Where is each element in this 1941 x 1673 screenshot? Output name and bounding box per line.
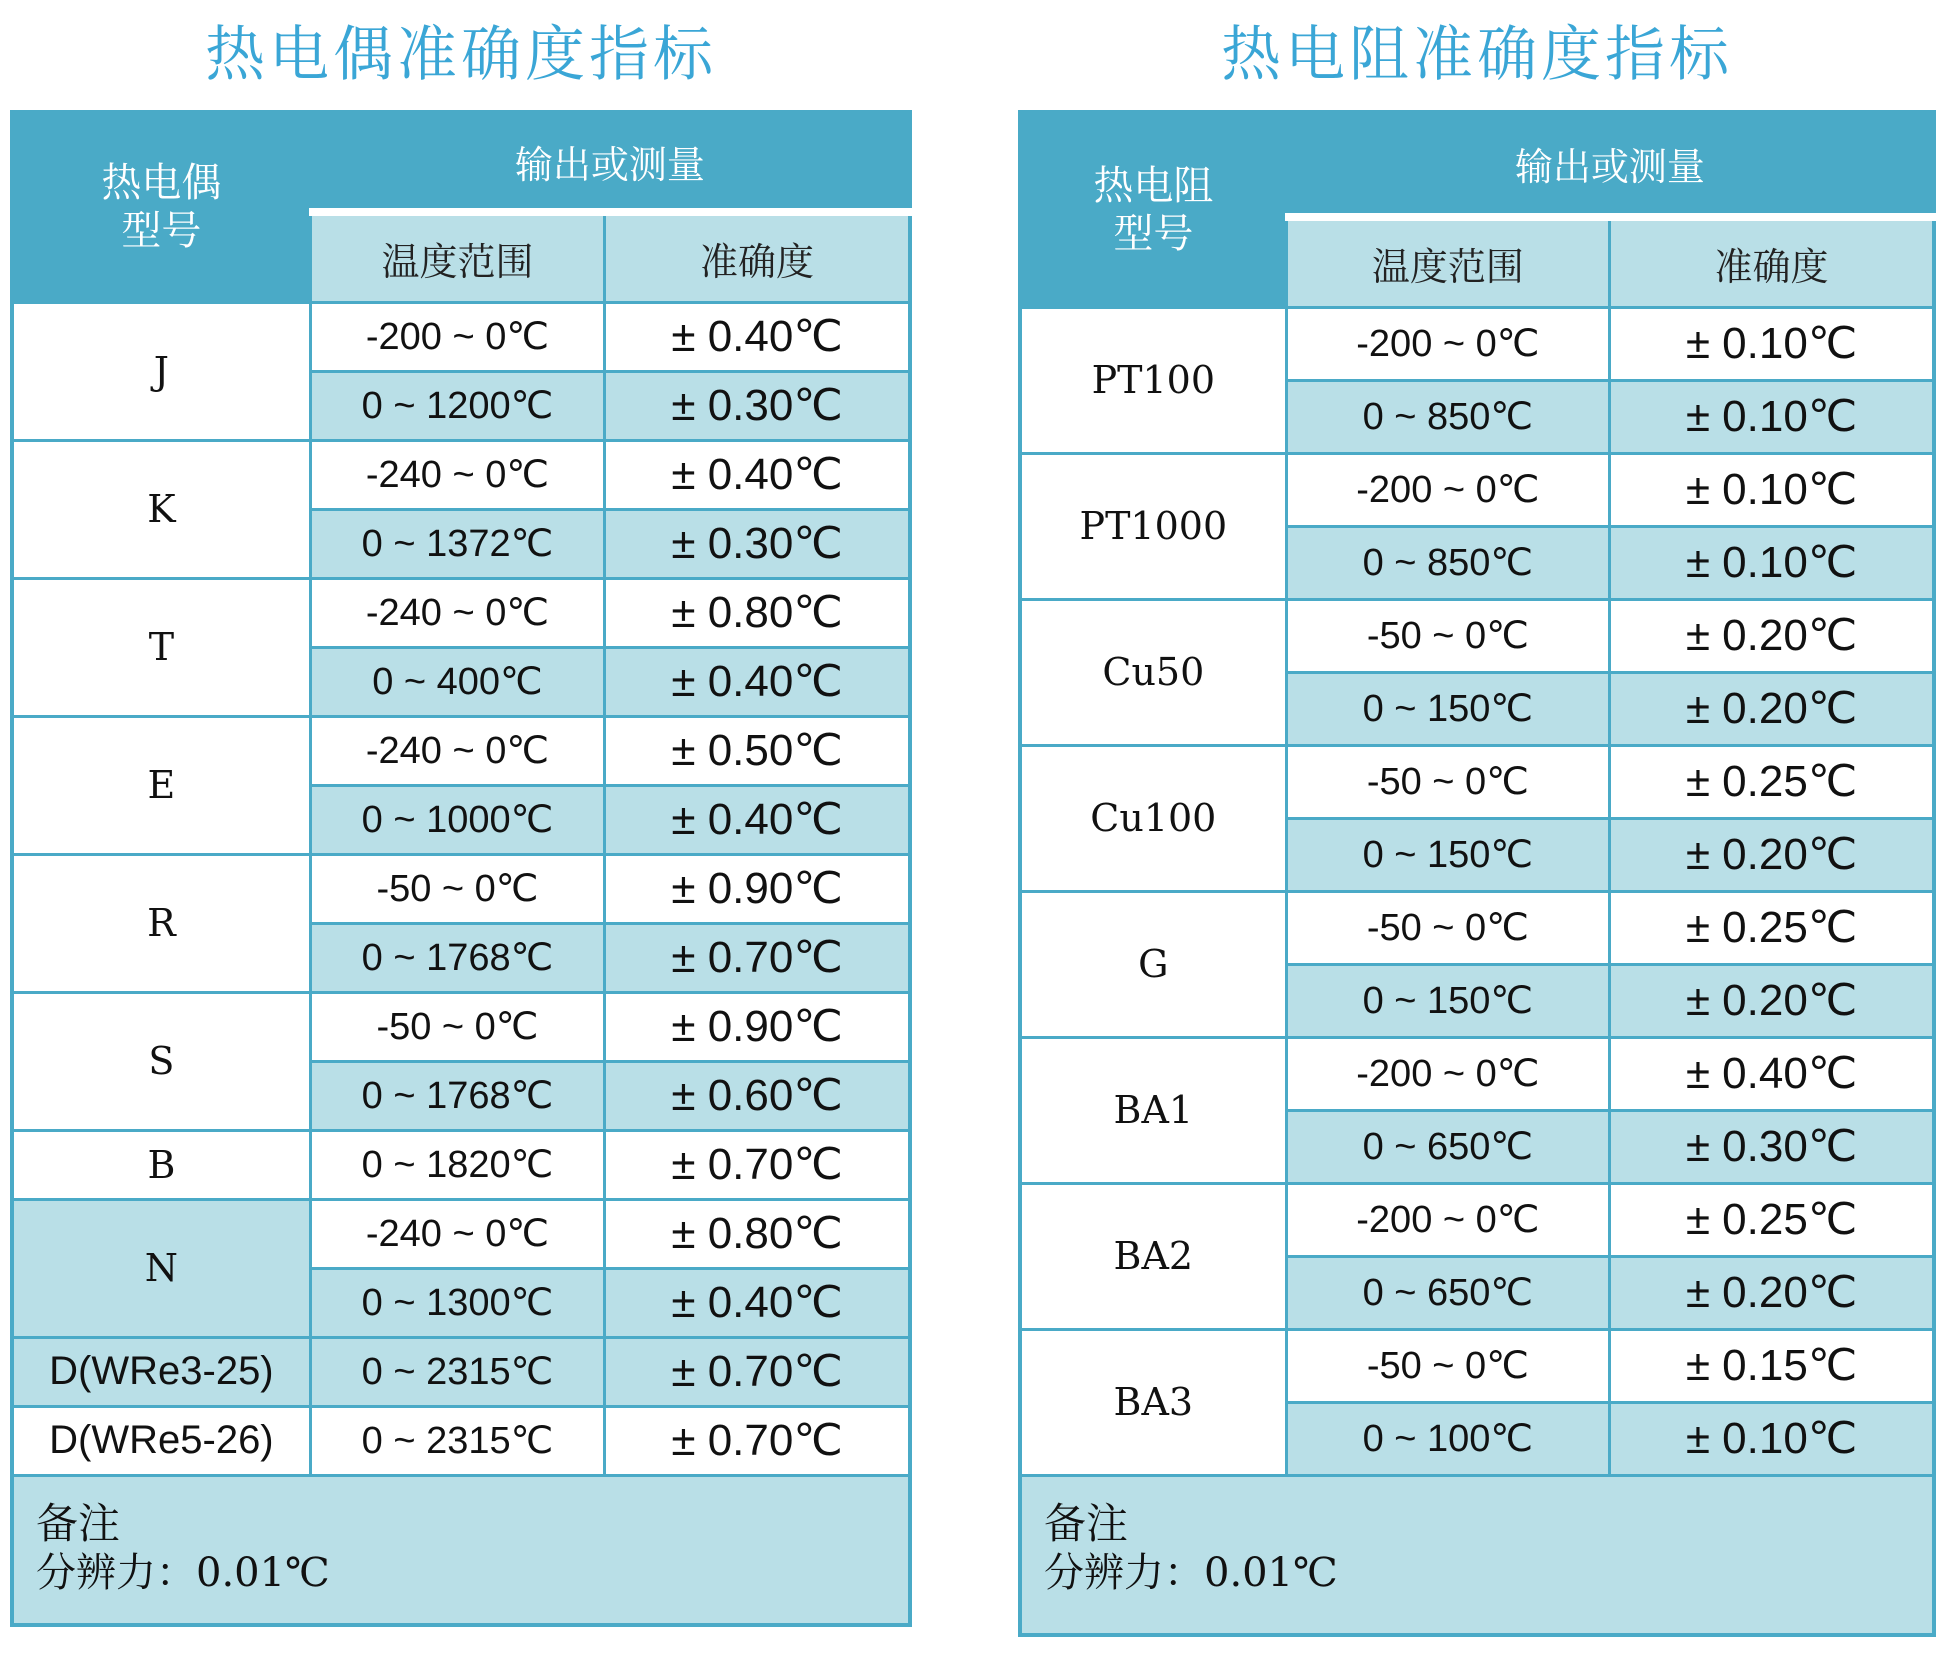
type-cell: D(WRe3-25): [12, 1337, 310, 1406]
table-row: [1020, 1037, 1934, 1110]
accuracy-cell: ± 0.25℃: [1610, 745, 1934, 818]
type-cell: BA3: [1020, 1329, 1286, 1475]
table-row: [12, 1406, 910, 1475]
range-cell: -200 ~ 0℃: [1286, 307, 1609, 380]
table-row: [12, 302, 910, 371]
accuracy-cell: ± 0.20℃: [1610, 818, 1934, 891]
table-row: [1020, 1183, 1934, 1256]
range-cell: -200 ~ 0℃: [1286, 1037, 1609, 1110]
table-row: [12, 992, 910, 1061]
table-row: [1020, 745, 1934, 818]
accuracy-cell: ± 0.60℃: [605, 1061, 910, 1130]
range-cell: -240 ~ 0℃: [310, 1199, 604, 1268]
range-cell: 0 ~ 1000℃: [310, 785, 604, 854]
header-type-line2: 型号: [121, 209, 202, 254]
range-cell: 0 ~ 100℃: [1286, 1402, 1609, 1475]
range-cell: 0 ~ 400℃: [310, 647, 604, 716]
type-cell: D(WRe5-26): [12, 1406, 310, 1475]
range-cell: 0 ~ 1372℃: [310, 509, 604, 578]
accuracy-cell: ± 0.10℃: [1610, 526, 1934, 599]
type-cell: BA2: [1020, 1183, 1286, 1329]
range-cell: -200 ~ 0℃: [1286, 453, 1609, 526]
note-cell: [12, 1475, 910, 1625]
accuracy-cell: ± 0.40℃: [605, 302, 910, 371]
accuracy-cell: ± 0.90℃: [605, 854, 910, 923]
range-cell: 0 ~ 150℃: [1286, 964, 1609, 1037]
thermocouple-table: [10, 110, 912, 1627]
accuracy-cell: ± 0.20℃: [1610, 964, 1934, 1037]
range-cell: 0 ~ 650℃: [1286, 1256, 1609, 1329]
range-cell: 0 ~ 2315℃: [310, 1337, 604, 1406]
accuracy-cell: ± 0.80℃: [605, 1199, 910, 1268]
type-cell: J: [12, 302, 310, 440]
rtd-body: [1020, 307, 1934, 1475]
range-cell: -50 ~ 0℃: [310, 992, 604, 1061]
accuracy-cell: ± 0.25℃: [1610, 1183, 1934, 1256]
table-row: [1020, 453, 1934, 526]
range-cell: 0 ~ 1300℃: [310, 1268, 604, 1337]
header-output: 输出或测量: [1286, 112, 1934, 217]
type-cell: T: [12, 578, 310, 716]
range-cell: 0 ~ 150℃: [1286, 818, 1609, 891]
thermocouple-panel: [10, 0, 912, 1627]
note-cell: [1020, 1475, 1934, 1635]
rtd-table: [1018, 110, 1936, 1637]
accuracy-cell: ± 0.40℃: [1610, 1037, 1934, 1110]
accuracy-cell: ± 0.80℃: [605, 578, 910, 647]
type-cell: S: [12, 992, 310, 1130]
accuracy-cell: ± 0.20℃: [1610, 599, 1934, 672]
header-type-line2: 型号: [1113, 211, 1194, 256]
type-cell: Cu50: [1020, 599, 1286, 745]
type-cell: N: [12, 1199, 310, 1337]
table-row: [1020, 1329, 1934, 1402]
table-row: [12, 716, 910, 785]
range-cell: -200 ~ 0℃: [1286, 1183, 1609, 1256]
range-cell: 0 ~ 1200℃: [310, 371, 604, 440]
range-cell: -50 ~ 0℃: [1286, 1329, 1609, 1402]
type-cell: Cu100: [1020, 745, 1286, 891]
accuracy-cell: ± 0.20℃: [1610, 1256, 1934, 1329]
header-type-line1: 热电偶: [101, 161, 222, 206]
thermocouple-body: [12, 302, 910, 1475]
header-accuracy: 准确度: [605, 212, 910, 302]
type-cell: BA1: [1020, 1037, 1286, 1183]
rtd-title: 热电阻准确度指标: [1221, 20, 1733, 90]
accuracy-cell: ± 0.20℃: [1610, 672, 1934, 745]
header-type: [1020, 112, 1286, 307]
range-cell: 0 ~ 1768℃: [310, 1061, 604, 1130]
range-cell: -240 ~ 0℃: [310, 440, 604, 509]
table-row: [12, 1130, 910, 1199]
accuracy-cell: ± 0.70℃: [605, 1130, 910, 1199]
accuracy-cell: ± 0.70℃: [605, 1337, 910, 1406]
type-cell: K: [12, 440, 310, 578]
accuracy-cell: ± 0.30℃: [605, 371, 910, 440]
accuracy-cell: ± 0.40℃: [605, 1268, 910, 1337]
accuracy-cell: ± 0.30℃: [1610, 1110, 1934, 1183]
range-cell: -50 ~ 0℃: [1286, 891, 1609, 964]
accuracy-cell: ± 0.10℃: [1610, 1402, 1934, 1475]
range-cell: -50 ~ 0℃: [1286, 599, 1609, 672]
rtd-panel: [1018, 0, 1936, 1637]
accuracy-cell: ± 0.25℃: [1610, 891, 1934, 964]
table-row: [1020, 599, 1934, 672]
header-accuracy: 准确度: [1610, 217, 1934, 307]
header-type-line1: 热电阻: [1093, 163, 1214, 208]
range-cell: 0 ~ 850℃: [1286, 380, 1609, 453]
type-cell: R: [12, 854, 310, 992]
accuracy-cell: ± 0.70℃: [605, 1406, 910, 1475]
table-row: [12, 578, 910, 647]
range-cell: 0 ~ 850℃: [1286, 526, 1609, 599]
accuracy-cell: ± 0.50℃: [605, 716, 910, 785]
type-cell: PT100: [1020, 307, 1286, 453]
header-type: [12, 112, 310, 302]
range-cell: 0 ~ 650℃: [1286, 1110, 1609, 1183]
table-row: [1020, 307, 1934, 380]
accuracy-cell: ± 0.40℃: [605, 785, 910, 854]
note-label: 备注: [36, 1499, 121, 1547]
range-cell: -240 ~ 0℃: [310, 716, 604, 785]
range-cell: 0 ~ 1768℃: [310, 923, 604, 992]
accuracy-cell: ± 0.10℃: [1610, 307, 1934, 380]
range-cell: -50 ~ 0℃: [310, 854, 604, 923]
table-row: [12, 440, 910, 509]
note-text: 分辨力：0.01℃: [1044, 1549, 1338, 1596]
range-cell: -240 ~ 0℃: [310, 578, 604, 647]
note-label: 备注: [1044, 1499, 1129, 1547]
type-cell: E: [12, 716, 310, 854]
table-row: [12, 1337, 910, 1406]
header-range: 温度范围: [310, 212, 604, 302]
thermocouple-title: 热电偶准确度指标: [205, 20, 717, 90]
range-cell: -200 ~ 0℃: [310, 302, 604, 371]
accuracy-cell: ± 0.10℃: [1610, 380, 1934, 453]
table-row: [12, 854, 910, 923]
note-text: 分辨力：0.01℃: [36, 1549, 330, 1596]
accuracy-cell: ± 0.40℃: [605, 440, 910, 509]
accuracy-cell: ± 0.40℃: [605, 647, 910, 716]
accuracy-cell: ± 0.30℃: [605, 509, 910, 578]
accuracy-cell: ± 0.70℃: [605, 923, 910, 992]
range-cell: 0 ~ 2315℃: [310, 1406, 604, 1475]
type-cell: PT1000: [1020, 453, 1286, 599]
type-cell: G: [1020, 891, 1286, 1037]
header-output: 输出或测量: [310, 112, 910, 212]
accuracy-cell: ± 0.10℃: [1610, 453, 1934, 526]
table-row: [12, 1199, 910, 1268]
table-row: [1020, 891, 1934, 964]
accuracy-cell: ± 0.90℃: [605, 992, 910, 1061]
range-cell: 0 ~ 1820℃: [310, 1130, 604, 1199]
type-cell: B: [12, 1130, 310, 1199]
accuracy-cell: ± 0.15℃: [1610, 1329, 1934, 1402]
range-cell: 0 ~ 150℃: [1286, 672, 1609, 745]
range-cell: -50 ~ 0℃: [1286, 745, 1609, 818]
header-range: 温度范围: [1286, 217, 1609, 307]
